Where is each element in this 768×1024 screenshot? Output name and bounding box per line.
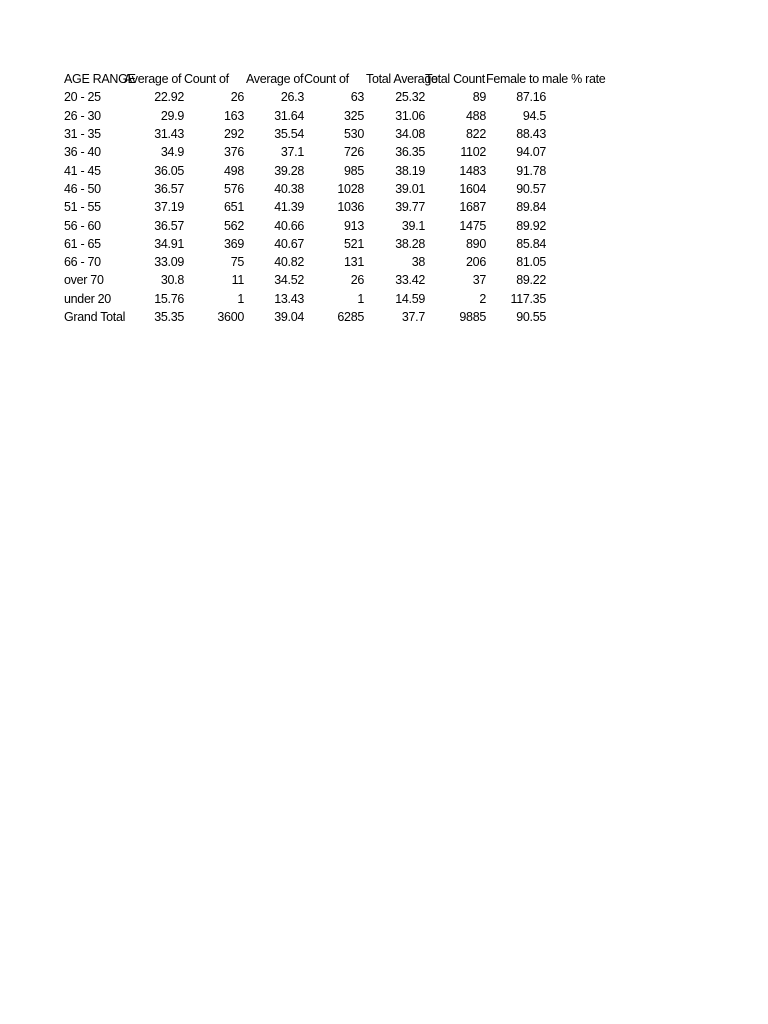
cell-total-count[interactable]: 890 [466,236,486,251]
cell-age-range[interactable]: 36 - 40 [64,145,101,160]
cell-female-male-rate[interactable]: 89.92 [516,218,546,233]
cell-count-male[interactable]: 6285 [337,310,364,324]
cell-female-male-rate[interactable]: 90.57 [516,181,546,196]
header-row [64,70,606,88]
cell-average-female[interactable]: 36.05 [154,163,184,178]
cell-count-male[interactable]: 1028 [337,181,364,196]
header-cell-count-male[interactable]: Count of [304,72,349,87]
header-cell-count-female[interactable]: Count of [184,72,229,87]
cell-total-count[interactable]: 822 [466,127,486,142]
cell-female-male-rate[interactable]: 117.35 [510,291,546,306]
cell-age-range[interactable]: 26 - 30 [64,108,101,123]
cell-average-male[interactable]: 35.54 [274,127,304,142]
cell-total-count[interactable]: 1604 [459,181,486,196]
cell-age-range[interactable]: 61 - 65 [64,236,101,251]
cell-count-female[interactable]: 376 [224,145,244,160]
header-cell-average-male[interactable]: Average of [246,72,304,87]
cell-average-female[interactable]: 22.92 [154,90,184,105]
cell-average-female[interactable]: 36.57 [154,181,184,196]
cell-average-male[interactable]: 40.38 [274,181,304,196]
cell-total-average[interactable]: 39.01 [395,181,425,196]
table-row [64,235,546,253]
cell-female-male-rate[interactable]: 94.07 [516,145,546,160]
table-row [64,107,546,125]
cell-female-male-rate[interactable]: 89.22 [516,273,546,288]
cell-count-female[interactable]: 292 [224,127,244,142]
cell-count-female[interactable]: 651 [224,200,244,215]
cell-count-male[interactable]: 726 [344,145,364,160]
cell-total-count[interactable]: 89 [472,90,486,105]
cell-age-range[interactable]: Grand Total [64,310,126,324]
cell-total-average[interactable]: 14.59 [395,291,425,306]
cell-female-male-rate[interactable]: 87.16 [516,90,546,105]
cell-count-male[interactable]: 325 [344,108,364,123]
cell-total-average[interactable]: 39.77 [395,200,425,215]
cell-total-count[interactable]: 1687 [459,200,486,215]
cell-age-range[interactable]: 31 - 35 [64,127,101,142]
cell-average-female[interactable]: 36.57 [154,218,184,233]
cell-total-count[interactable]: 488 [466,108,486,123]
cell-total-count[interactable]: 1475 [459,218,486,233]
cell-age-range[interactable]: 41 - 45 [64,163,101,178]
cell-female-male-rate[interactable]: 90.55 [516,310,546,324]
cell-count-female[interactable]: 576 [224,181,244,196]
header-cell-female-male-rate[interactable]: Female to male % rate [486,72,606,87]
table-row [64,88,546,106]
cell-average-male[interactable]: 40.66 [274,218,304,233]
cell-count-female[interactable]: 369 [224,236,244,251]
cell-average-male[interactable]: 39.04 [274,310,304,324]
table-row [64,308,546,326]
table-row [64,125,546,143]
cell-count-female[interactable]: 1 [237,291,244,306]
cell-count-female[interactable]: 562 [224,218,244,233]
cell-age-range[interactable]: 66 - 70 [64,255,101,270]
header-cell-total-count[interactable]: Total Count [425,72,485,87]
table-row [64,180,546,198]
table-row [64,290,546,308]
cell-age-range[interactable]: over 70 [64,273,104,288]
cell-female-male-rate[interactable]: 89.84 [516,200,546,215]
table-row [64,143,546,161]
cell-count-male[interactable]: 1 [357,291,364,306]
cell-age-range[interactable]: 51 - 55 [64,200,101,215]
cell-count-female[interactable]: 498 [224,163,244,178]
cell-average-female[interactable]: 37.19 [154,200,184,215]
cell-average-male[interactable]: 40.82 [274,255,304,270]
cell-total-average[interactable]: 38.19 [395,163,425,178]
cell-total-average[interactable]: 25.32 [395,90,425,105]
cell-age-range[interactable]: 56 - 60 [64,218,101,233]
cell-average-male[interactable]: 40.67 [274,236,304,251]
cell-average-male[interactable]: 37.1 [280,145,304,160]
cell-total-average[interactable]: 39.1 [401,218,425,233]
cell-count-male[interactable]: 913 [344,218,364,233]
cell-female-male-rate[interactable]: 94.5 [522,108,546,123]
cell-total-average[interactable]: 34.08 [395,127,425,142]
cell-average-female[interactable]: 33.09 [154,255,184,270]
header-cell-age-range[interactable]: AGE RANGE [64,72,136,87]
cell-average-male[interactable]: 13.43 [274,291,304,306]
cell-count-male[interactable]: 1036 [337,200,364,215]
header-cell-average-female[interactable]: Average of [124,72,182,87]
cell-female-male-rate[interactable]: 81.05 [516,255,546,270]
cell-average-female[interactable]: 30.8 [160,273,184,288]
cell-count-female[interactable]: 3600 [217,310,244,324]
cell-total-count[interactable]: 2 [479,291,486,306]
cell-female-male-rate[interactable]: 88.43 [516,127,546,142]
cell-average-female[interactable]: 31.43 [154,127,184,142]
cell-average-female[interactable]: 35.35 [154,310,184,324]
cell-count-female[interactable]: 11 [231,273,244,288]
cell-average-male[interactable]: 34.52 [274,273,304,288]
spreadsheet-table [64,70,606,326]
table-row [64,216,546,234]
cell-average-male[interactable]: 31.64 [274,108,304,123]
cell-total-count[interactable]: 1483 [459,163,486,178]
table-row [64,253,546,271]
cell-average-male[interactable]: 41.39 [274,200,304,215]
header-cell-total-average[interactable]: Total Average [366,72,438,87]
cell-average-male[interactable]: 26.3 [280,90,304,105]
cell-count-male[interactable]: 530 [344,127,364,142]
cell-total-average[interactable]: 38.28 [395,236,425,251]
cell-total-count[interactable]: 37 [472,273,486,288]
cell-female-male-rate[interactable]: 85.84 [516,236,546,251]
table-row [64,271,546,289]
cell-total-count[interactable]: 1102 [460,145,486,160]
cell-average-female[interactable]: 29.9 [160,108,184,123]
cell-total-average[interactable]: 38 [411,255,425,270]
cell-age-range[interactable]: 46 - 50 [64,181,101,196]
cell-age-range[interactable]: under 20 [64,291,111,306]
cell-count-female[interactable]: 75 [230,255,244,270]
cell-count-female[interactable]: 26 [230,90,244,105]
cell-age-range[interactable]: 20 - 25 [64,90,101,105]
cell-total-average[interactable]: 31.06 [395,108,425,123]
cell-count-male[interactable]: 131 [344,255,364,270]
cell-average-female[interactable]: 34.9 [160,145,184,160]
cell-count-male[interactable]: 985 [344,163,364,178]
cell-female-male-rate[interactable]: 91.78 [516,163,546,178]
cell-count-female[interactable]: 163 [224,108,244,123]
table-row [64,198,546,216]
cell-total-average[interactable]: 36.35 [395,145,425,160]
cell-count-male[interactable]: 63 [350,90,364,105]
cell-average-female[interactable]: 34.91 [154,236,184,251]
cell-total-count[interactable]: 206 [466,255,486,270]
cell-average-male[interactable]: 39.28 [274,163,304,178]
cell-total-average[interactable]: 33.42 [395,273,425,288]
table-row [64,161,546,179]
cell-total-average[interactable]: 37.7 [401,310,425,324]
cell-count-male[interactable]: 521 [344,236,364,251]
table-body [64,88,546,326]
cell-count-male[interactable]: 26 [350,273,364,288]
cell-total-count[interactable]: 9885 [459,310,486,324]
cell-average-female[interactable]: 15.76 [154,291,184,306]
